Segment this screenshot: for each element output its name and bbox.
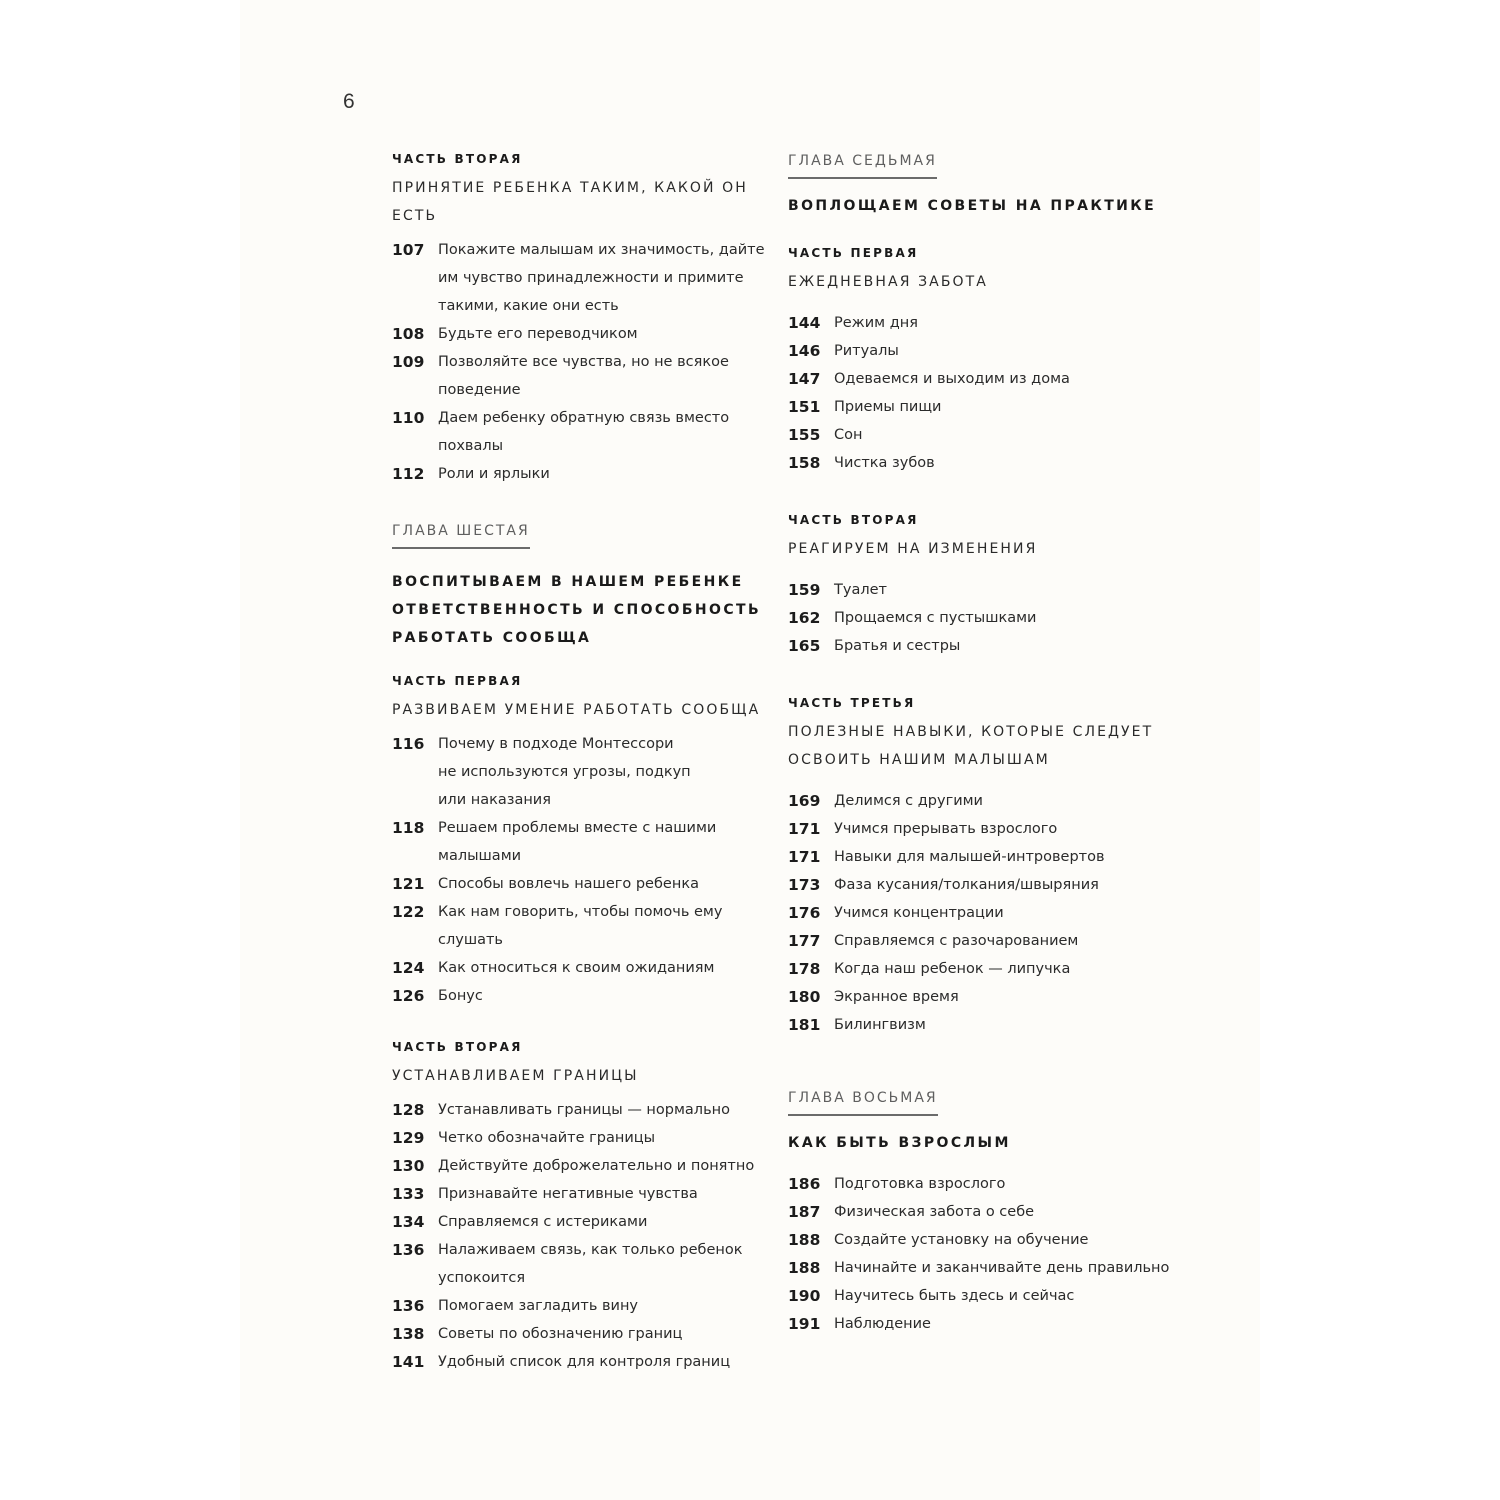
toc-entry-title: Даем ребенку обратную связь вместо	[438, 410, 730, 426]
toc-entry-title: или наказания	[438, 792, 551, 808]
chapter-title	[788, 1129, 1188, 1157]
chapter-title-line: ВОПЛОЩАЕМ СОВЕТЫ НА ПРАКТИКЕ	[788, 198, 1157, 214]
toc-page-number: 107	[392, 241, 425, 259]
toc-entry-title: Физическая забота о себе	[834, 1204, 1035, 1220]
toc-entry	[392, 404, 782, 432]
toc-page-number: 129	[392, 1129, 425, 1147]
toc-entry	[788, 604, 1188, 632]
toc-entry-title: не используются угрозы, подкуп	[438, 764, 691, 780]
chapter-section	[788, 1087, 1188, 1338]
chapter-title	[788, 192, 1188, 220]
toc-entry-title: Справляемся с истериками	[438, 1214, 648, 1230]
toc-entry	[392, 1208, 782, 1236]
toc-entry	[788, 955, 1188, 983]
toc-entry	[788, 1170, 1188, 1198]
chapter-label: ГЛАВА ВОСЬМАЯ	[788, 1089, 938, 1116]
toc-entry-title: Советы по обозначению границ	[438, 1326, 683, 1342]
page-number: 6	[343, 90, 355, 113]
toc-page-number: 134	[392, 1213, 425, 1231]
toc-page-number: 186	[788, 1175, 821, 1193]
part-title: ОСВОИТЬ НАШИМ МАЛЫШАМ	[788, 752, 1050, 768]
toc-page-number: 146	[788, 342, 821, 360]
toc-entry-title: Четко обозначайте границы	[438, 1130, 656, 1146]
toc-entry-continuation	[392, 292, 782, 320]
toc-entry	[788, 871, 1188, 899]
toc-entry-title: Навыки для малышей-интровертов	[834, 849, 1105, 865]
part-title: РАЗВИВАЕМ УМЕНИЕ РАБОТАТЬ СООБЩА	[392, 702, 761, 718]
chapter-title-line: КАК БЫТЬ ВЗРОСЛЫМ	[788, 1135, 1011, 1151]
toc-entry-continuation	[392, 786, 782, 814]
toc-entry-title: Учимся прерывать взрослого	[834, 821, 1058, 837]
part-title: УСТАНАВЛИВАЕМ ГРАНИЦЫ	[392, 1068, 639, 1084]
toc-entry	[392, 954, 782, 982]
part-section	[392, 150, 782, 488]
toc-entry-title: Позволяйте все чувства, но не всякое	[438, 354, 729, 370]
toc-entry	[392, 348, 782, 376]
toc-entry-title: Создайте установку на обучение	[834, 1232, 1089, 1248]
toc-entry	[392, 1152, 782, 1180]
toc-entry-title: Удобный список для контроля границ	[438, 1354, 731, 1370]
toc-page-number: 188	[788, 1231, 821, 1249]
toc-entry-title: Делимся с другими	[834, 793, 983, 809]
toc-entry-continuation	[392, 926, 782, 954]
part-label: ЧАСТЬ ПЕРВАЯ	[392, 674, 523, 688]
part-title: РЕАГИРУЕМ НА ИЗМЕНЕНИЯ	[788, 541, 1038, 557]
toc-entry-title: Роли и ярлыки	[438, 466, 550, 482]
part-section	[392, 672, 782, 1010]
toc-page-number: 151	[788, 398, 821, 416]
toc-page-number: 181	[788, 1016, 821, 1034]
toc-page-number: 108	[392, 325, 425, 343]
part-label: ЧАСТЬ ТРЕТЬЯ	[788, 696, 916, 710]
toc-entry-title: Помогаем загладить вину	[438, 1298, 639, 1314]
toc-entry-title: Бонус	[438, 988, 483, 1004]
toc-entry-title: Братья и сестры	[834, 638, 961, 654]
toc-page-number: 155	[788, 426, 821, 444]
toc-entry-continuation	[392, 264, 782, 292]
toc-entry	[788, 843, 1188, 871]
toc-entry-title: им чувство принадлежности и примите	[438, 270, 744, 286]
part-section	[788, 694, 1188, 1039]
toc-entry	[392, 1348, 782, 1376]
toc-page-number: 121	[392, 875, 425, 893]
toc-entry	[392, 1124, 782, 1152]
toc-entry	[788, 1310, 1188, 1338]
toc-entry-title: Когда наш ребенок — липучка	[834, 961, 1071, 977]
toc-page-number: 141	[392, 1353, 425, 1371]
toc-page-number	[392, 786, 438, 814]
toc-page-number	[392, 926, 438, 954]
toc-entry	[788, 815, 1188, 843]
toc-page-number	[392, 292, 438, 320]
toc-page-number: 110	[392, 409, 425, 427]
toc-entry-continuation	[392, 758, 782, 786]
toc-entry	[788, 632, 1188, 660]
toc-entry-list	[788, 576, 1188, 660]
toc-right-column	[788, 150, 1188, 1338]
toc-page-number: 176	[788, 904, 821, 922]
toc-entry	[392, 870, 782, 898]
toc-entry	[788, 983, 1188, 1011]
part-title: ПРИНЯТИЕ РЕБЕНКА ТАКИМ, КАКОЙ ОН ЕСТЬ	[392, 180, 748, 224]
toc-entry	[788, 1254, 1188, 1282]
toc-entry	[788, 787, 1188, 815]
toc-page-number: 169	[788, 792, 821, 810]
toc-entry	[392, 1320, 782, 1348]
toc-page-number: 128	[392, 1101, 425, 1119]
toc-page-number: 171	[788, 820, 821, 838]
chapter-label: ГЛАВА СЕДЬМАЯ	[788, 152, 937, 179]
toc-entry	[392, 1236, 782, 1264]
toc-page-number: 118	[392, 819, 425, 837]
toc-page-number: 124	[392, 959, 425, 977]
toc-entry-title: похвалы	[438, 438, 504, 454]
toc-page-number: 133	[392, 1185, 425, 1203]
chapter-section	[392, 520, 782, 652]
toc-entry-list	[392, 1096, 782, 1376]
toc-entry-title: слушать	[438, 932, 503, 948]
toc-page-number: 136	[392, 1241, 425, 1259]
toc-entry-title: такими, какие они есть	[438, 298, 619, 314]
toc-entry-title: Ритуалы	[834, 343, 899, 359]
toc-page-number: 126	[392, 987, 425, 1005]
toc-page-number: 173	[788, 876, 821, 894]
toc-entry	[392, 730, 782, 758]
toc-entry-title: поведение	[438, 382, 521, 398]
toc-page-number: 122	[392, 903, 425, 921]
part-label: ЧАСТЬ ВТОРАЯ	[788, 513, 919, 527]
toc-entry-title: Как относиться к своим ожиданиям	[438, 960, 715, 976]
toc-page-number: 159	[788, 581, 821, 599]
toc-entry-title: Устанавливать границы — нормально	[438, 1102, 730, 1118]
toc-page-number: 180	[788, 988, 821, 1006]
toc-entry-continuation	[392, 376, 782, 404]
toc-entry-list	[788, 309, 1188, 477]
toc-entry-title: Начинайте и заканчивайте день правильно	[834, 1260, 1170, 1276]
toc-entry	[788, 421, 1188, 449]
toc-entry-title: малышами	[438, 848, 522, 864]
toc-entry-title: Способы вовлечь нашего ребенка	[438, 876, 699, 892]
toc-page-number: 190	[788, 1287, 821, 1305]
toc-entry-title: Учимся концентрации	[834, 905, 1004, 921]
toc-entry-title: Наблюдение	[834, 1316, 931, 1332]
toc-page-number: 138	[392, 1325, 425, 1343]
part-title: ПОЛЕЗНЫЕ НАВЫКИ, КОТОРЫЕ СЛЕДУЕТ	[788, 724, 1154, 740]
toc-page-number	[392, 842, 438, 870]
toc-page-number	[392, 264, 438, 292]
toc-entry	[788, 449, 1188, 477]
toc-page-number: 158	[788, 454, 821, 472]
toc-entry	[788, 337, 1188, 365]
toc-page-number: 177	[788, 932, 821, 950]
part-section	[788, 244, 1188, 477]
toc-page-number: 147	[788, 370, 821, 388]
toc-entry	[788, 1282, 1188, 1310]
toc-entry-title: Одеваемся и выходим из дома	[834, 371, 1070, 387]
toc-entry-title: Налаживаем связь, как только ребенок	[438, 1242, 743, 1258]
toc-entry-title: Приемы пищи	[834, 399, 942, 415]
toc-page-number: 130	[392, 1157, 425, 1175]
toc-entry-continuation	[392, 842, 782, 870]
toc-entry-title: Экранное время	[834, 989, 959, 1005]
toc-entry-title: Режим дня	[834, 315, 918, 331]
toc-entry-list	[392, 730, 782, 1010]
toc-entry	[392, 898, 782, 926]
chapter-title-line: ОТВЕТСТВЕННОСТЬ И СПОСОБНОСТЬ	[392, 602, 762, 618]
toc-page-number: 136	[392, 1297, 425, 1315]
toc-page-number	[392, 376, 438, 404]
part-label: ЧАСТЬ ВТОРАЯ	[392, 1040, 523, 1054]
part-label: ЧАСТЬ ВТОРАЯ	[392, 152, 523, 166]
part-label: ЧАСТЬ ПЕРВАЯ	[788, 246, 919, 260]
toc-entry-title: Научитесь быть здесь и сейчас	[834, 1288, 1075, 1304]
toc-entry-title: Будьте его переводчиком	[438, 326, 638, 342]
toc-entry-title: Подготовка взрослого	[834, 1176, 1006, 1192]
chapter-label: ГЛАВА ШЕСТАЯ	[392, 522, 530, 549]
part-section	[392, 1038, 782, 1376]
toc-page-number: 116	[392, 735, 425, 753]
toc-entry-title: Действуйте доброжелательно и понятно	[438, 1158, 755, 1174]
toc-entry-title: Туалет	[834, 582, 887, 598]
toc-entry	[788, 899, 1188, 927]
part-section	[788, 511, 1188, 660]
chapter-section	[788, 150, 1188, 220]
toc-page-number	[392, 432, 438, 460]
chapter-title	[392, 568, 782, 652]
toc-left-column	[392, 150, 782, 1376]
toc-entry-title: Фаза кусания/толкания/швыряния	[834, 877, 1099, 893]
toc-entry	[392, 236, 782, 264]
toc-entry	[788, 1226, 1188, 1254]
toc-entry-continuation	[392, 432, 782, 460]
toc-entry	[392, 982, 782, 1010]
toc-page-number: 188	[788, 1259, 821, 1277]
part-title: ЕЖЕДНЕВНАЯ ЗАБОТА	[788, 274, 988, 290]
toc-entry	[392, 1096, 782, 1124]
toc-page-number: 144	[788, 314, 821, 332]
toc-entry-title: Решаем проблемы вместе с нашими	[438, 820, 717, 836]
toc-entry	[392, 320, 782, 348]
toc-page-number: 171	[788, 848, 821, 866]
toc-entry-title: Чистка зубов	[834, 455, 935, 471]
toc-page-number: 178	[788, 960, 821, 978]
toc-page-number: 187	[788, 1203, 821, 1221]
toc-entry-list	[788, 787, 1188, 1039]
toc-entry-title: Билингвизм	[834, 1017, 926, 1033]
toc-page-number	[392, 1264, 438, 1292]
toc-entry-list	[392, 236, 782, 488]
toc-page-number: 191	[788, 1315, 821, 1333]
toc-entry-list	[788, 1170, 1188, 1338]
toc-entry-title: Почему в подходе Монтессори	[438, 736, 674, 752]
toc-page-number: 109	[392, 353, 425, 371]
toc-entry-title: Прощаемся с пустышками	[834, 610, 1037, 626]
toc-page-number: 112	[392, 465, 425, 483]
toc-entry	[392, 460, 782, 488]
toc-page-number	[392, 758, 438, 786]
toc-entry	[788, 1011, 1188, 1039]
toc-page-number: 162	[788, 609, 821, 627]
toc-entry-continuation	[392, 1264, 782, 1292]
toc-entry	[392, 1292, 782, 1320]
toc-entry	[788, 1198, 1188, 1226]
toc-entry-title: успокоится	[438, 1270, 526, 1286]
toc-entry-title: Справляемся с разочарованием	[834, 933, 1079, 949]
chapter-title-line: ВОСПИТЫВАЕМ В НАШЕМ РЕБЕНКЕ	[392, 574, 744, 590]
toc-entry-title: Покажите малышам их значимость, дайте	[438, 242, 765, 258]
toc-entry	[392, 1180, 782, 1208]
chapter-title-line: РАБОТАТЬ СООБЩА	[392, 630, 592, 646]
toc-page-number: 165	[788, 637, 821, 655]
toc-entry	[788, 365, 1188, 393]
toc-entry-title: Как нам говорить, чтобы помочь ему	[438, 904, 723, 920]
toc-entry	[392, 814, 782, 842]
toc-entry	[788, 576, 1188, 604]
toc-entry	[788, 309, 1188, 337]
toc-entry	[788, 393, 1188, 421]
toc-entry-title: Признавайте негативные чувства	[438, 1186, 698, 1202]
toc-entry-title: Сон	[834, 427, 863, 443]
toc-entry	[788, 927, 1188, 955]
